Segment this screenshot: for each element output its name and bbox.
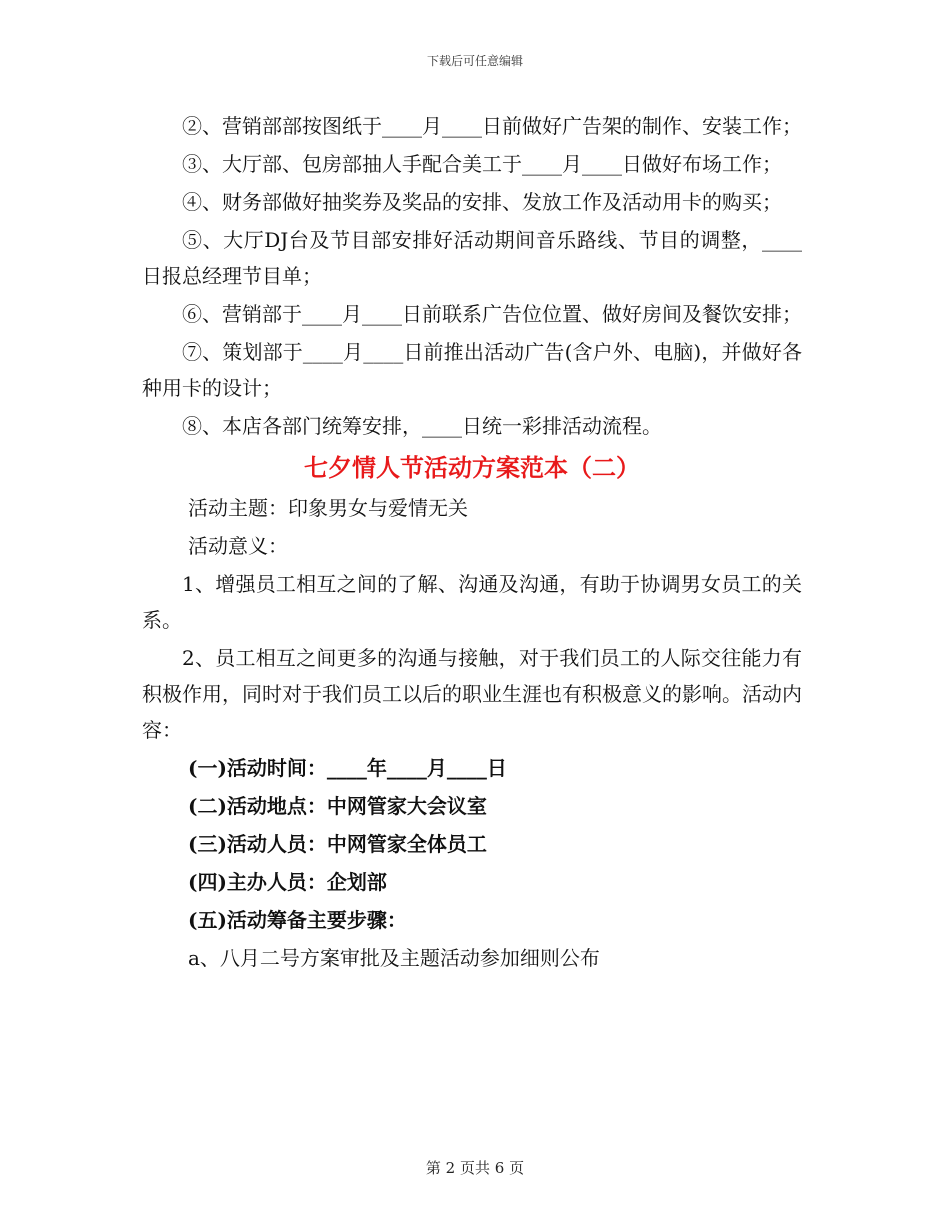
meaning-label: 活动意义： [188, 534, 288, 558]
theme-line: 活动主题：印象男女与爱情无关 [188, 496, 468, 520]
list-item: ③、大厅部、包房部抽人手配合美工于____月____日做好布场工作； [182, 152, 782, 176]
list-item: ⑦、策划部于____月____日前推出活动广告(含户外、电脑)，并做好各种用卡的设计； [142, 340, 802, 400]
detail-item: (五)活动筹备主要步骤： [188, 908, 407, 932]
page-footer: 第 2 页共 6 页 [425, 1159, 525, 1177]
list-item: ⑧、本店各部门统筹安排，____日统一彩排活动流程。 [182, 414, 662, 438]
step-item: a、八月二号方案审批及主题活动参加细则公布 [188, 946, 600, 970]
document-body [142, 108, 802, 978]
detail-item: (一)活动时间：____年____月____日 [188, 756, 507, 780]
detail-item: (四)主办人员：企划部 [188, 870, 387, 894]
meaning-item: 1、增强员工相互之间的了解、沟通及沟通，有助于协调男女员工的关系。 [142, 572, 802, 632]
page-header: 下载后可任意编辑 [426, 54, 523, 68]
list-item: ⑥、营销部于____月____日前联系广告位位置、做好房间及餐饮安排； [182, 302, 802, 326]
meaning-item: 2、员工相互之间更多的沟通与接触，对于我们员工的人际交往能力有积极作用，同时对于我们员工以后的职业生涯也有积极意义的影响。活动内容： [142, 646, 802, 742]
list-item: ⑤、大厅DJ台及节目部安排好活动期间音乐路线、节目的调整，____日报总经理节目单； [142, 228, 802, 288]
detail-item: (二)活动地点：中网管家大会议室 [188, 794, 487, 818]
section-title: 七夕情人节活动方案范本（二） [304, 454, 640, 482]
list-item: ④、财务部做好抽奖券及奖品的安排、发放工作及活动用卡的购买； [182, 190, 782, 214]
list-item: ②、营销部部按图纸于____月____日前做好广告架的制作、安装工作； [182, 114, 802, 138]
detail-item: (三)活动人员：中网管家全体员工 [188, 832, 487, 856]
